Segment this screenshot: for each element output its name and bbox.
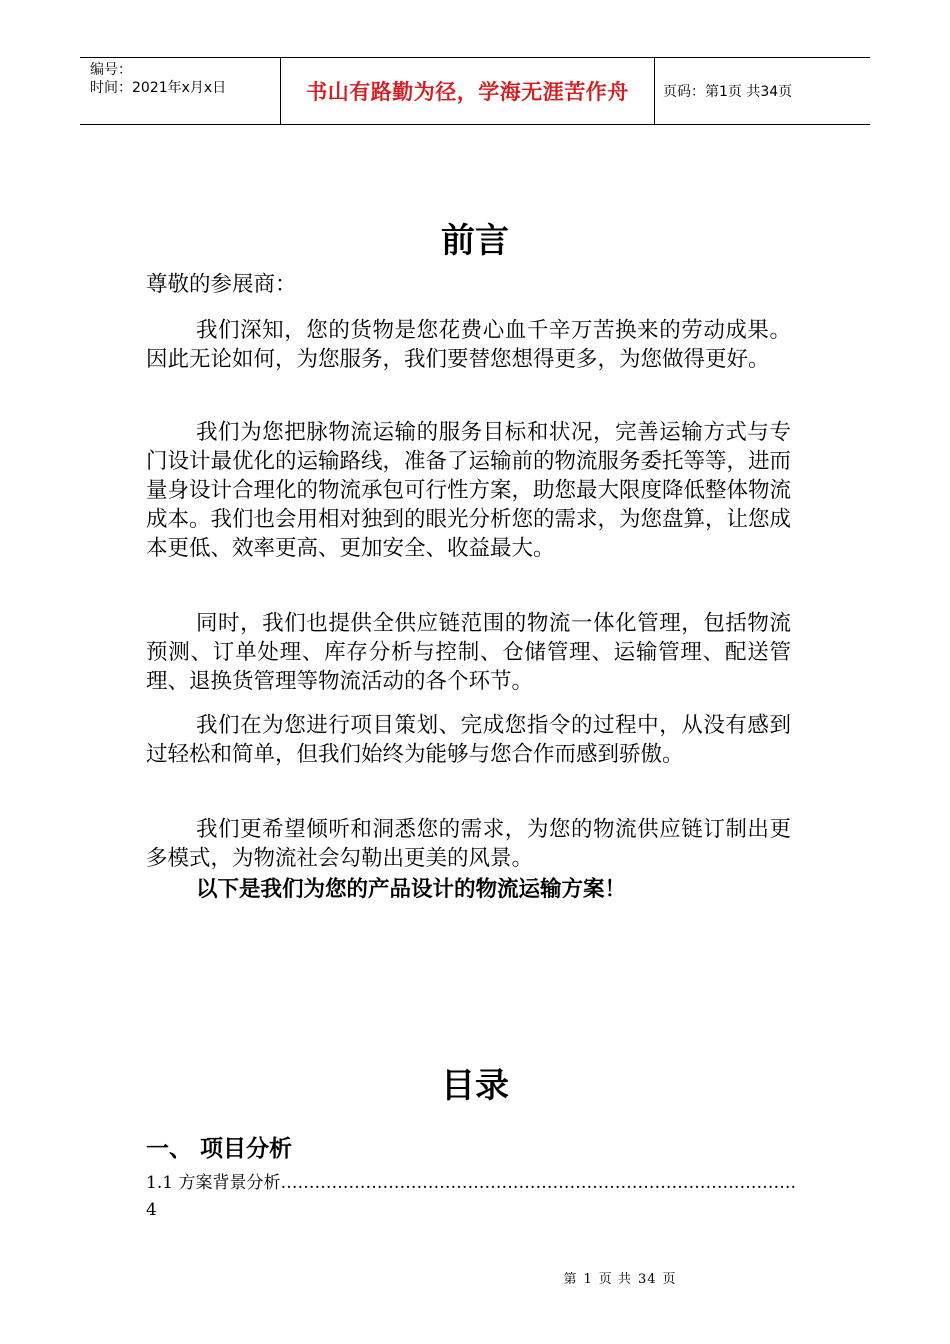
preface-paragraph-4: 我们在为您进行项目策划、完成您指令的过程中，从没有感到过轻松和简单，但我们始终为能够与您合作而感到骄傲。 [146, 713, 791, 767]
header-time-label: 时间：2021年x月x日 [90, 80, 227, 96]
footer-suffix: 页 [662, 1272, 677, 1287]
greeting: 尊敬的参展商： [146, 272, 297, 297]
toc-title: 目录 [441, 1066, 509, 1106]
footer-total-pages: 34 [637, 1272, 657, 1287]
header-motto: 书山有路勤为径，学海无涯苦作舟 [281, 58, 655, 124]
preface-paragraph-3: 同时，我们也提供全供应链范围的物流一体化管理，包括物流预测、订单处理、库存分析与控制、仓储管理、运输管理、配送管理、退换货管理等物流活动的各个环节。 [146, 611, 791, 694]
preface-closing: 以下是我们为您的产品设计的物流运输方案！ [196, 877, 627, 902]
header-number-label: 编号： [90, 62, 132, 78]
page-footer [0, 1268, 950, 1287]
preface-paragraph-2: 我们为您把脉物流运输的服务目标和状况，完善运输方式与专门设计最优化的运输路线，准备了运输前的物流服务委托等等，进而量身设计合理化的物流承包可行性方案，助您最大限度降低整体物流成本。我们也会用相对独到的眼光分析您的需求，为您盘算，让您成本更低、效率更高、更加安全、收益最大。 [146, 420, 792, 561]
footer-page-number: 1 [583, 1272, 593, 1287]
footer-prefix: 第 [563, 1272, 578, 1287]
preface-paragraph-1: 我们深知，您的货物是您花费心血千辛万苦换来的劳动成果。因此无论如何，为您服务，我们要替您想得更多，为您做得更好。 [146, 318, 791, 372]
header-page-label: 页码：第1页 共34页 [663, 84, 793, 100]
preface-paragraph-5: 我们更希望倾听和洞悉您的需求，为您的物流供应链订制出更多模式，为物流社会勾勒出更美的风景。 [146, 817, 791, 871]
toc-section-heading: 一、 项目分析 [146, 1136, 293, 1162]
header-info-cell [80, 58, 281, 124]
toc-item[interactable]: 1.1 方案背景分析……………………………………………………………………………….4 [146, 1173, 796, 1220]
footer-mid: 页 共 [598, 1272, 632, 1287]
page-header [80, 57, 870, 125]
preface-title: 前言 [441, 221, 509, 261]
